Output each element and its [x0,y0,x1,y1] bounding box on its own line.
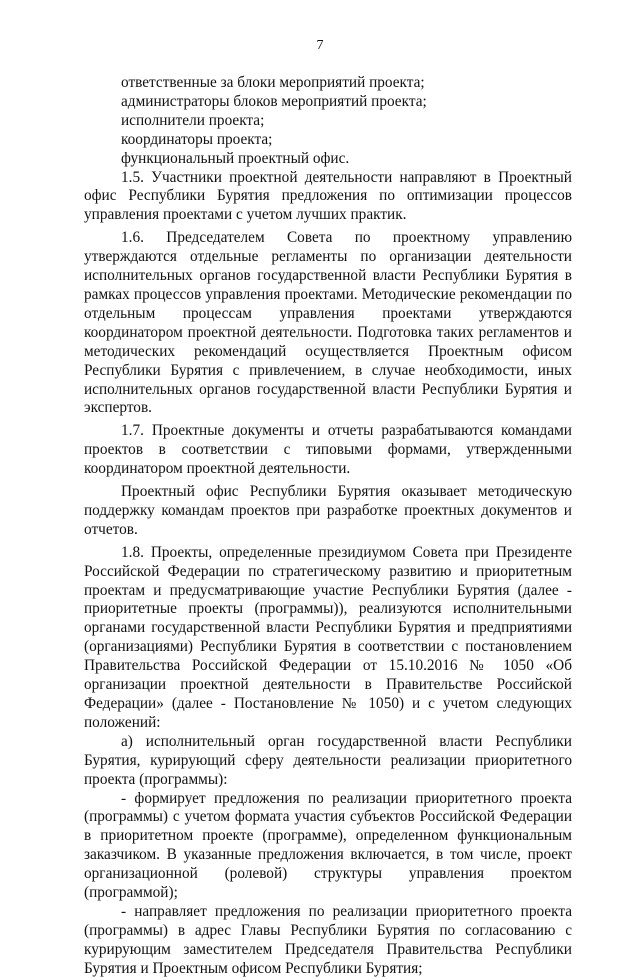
paragraph-1-7: 1.7. Проектные документы и отчеты разрабатываются командами проектов в соответствии с типовыми формами, утвержденными координатором проектной деятельности. [84,422,572,478]
list-item: исполнители проекта; [121,111,265,129]
paragraph-1-6: 1.6. Председателем Совета по проектному управлению утверждаются отдельные регламенты по организации деятельности исполнительных органов государственной власти Республики Бурятия в рамках процессов управления проектами. Методические рекомендации по отдельным процессам управления проектами утверждаются координатором проектной деятельности. Подготовка таких регламентов и методических рекомендаций осуществляется Проектным офисом Республики Бурятия с привлечением, в случае необходимости, иных исполнительных органов государственной власти Республики Бурятия и экспертов. [84,229,572,417]
list-item: ответственные за блоки мероприятий проекта; [121,74,425,91]
list-item: администраторы блоков мероприятий проекта; [121,92,427,110]
participants-list [84,74,572,169]
list-item: координаторы проекта; [121,130,273,148]
paragraph-1-8: 1.8. Проекты, определенные президиумом Совета при Президенте Российской Федерации по стратегическому развитию и приоритетным проектам и предусматривающие участие Республики Бурятия (далее - приоритетные проекты (программы)), реализуются исполнительными органами государственной власти Республики Бурятия и предприятиями (организациями) Республики Бурятия в соответствии с постановлением Правительства Российской Федерации от 15.10.2016 № 1050 «Об организации проектной деятельности в Правительстве Российской Федерации» (далее - Постановление № 1050) и с учетом следующих положений: [84,543,572,731]
paragraph-dash-sends-proposals: - направляет предложения по реализации приоритетного проекта (программы) в адрес Главы Республики Бурятия по согласованию с курирующим заместителем Председателя Правительства Республики Бурятия и Проектным офисом Республики Бурятия; [84,902,572,977]
paragraph-methodical-support: Проектный офис Республики Бурятия оказывает методическую поддержку командам проектов при разработке проектных документов и отчетов. [84,483,572,538]
paragraph-dash-forms-proposals: - формирует предложения по реализации приоритетного проекта (программы) с учетом формата участия субъектов Российской Федерации в приоритетном проекте (программе), определенном функциональным заказчиком. В указанные предложения включается, в том числе, проект организационной (ролевой) структуры управления проектом (программой); [84,789,572,902]
paragraph-item-a: а) исполнительный орган государственной власти Республики Бурятия, курирующий сферу деятельности реализации приоритетного проекта (программы): [84,732,572,788]
page-number: 7 [316,38,324,53]
document-body [84,74,572,979]
list-item: функциональный проектный офис. [121,149,350,167]
paragraph-1-5: 1.5. Участники проектной деятельности направляют в Проектный офис Республики Бурятия предложения по оптимизации процессов управления проектами с учетом лучших практик. [84,168,572,224]
